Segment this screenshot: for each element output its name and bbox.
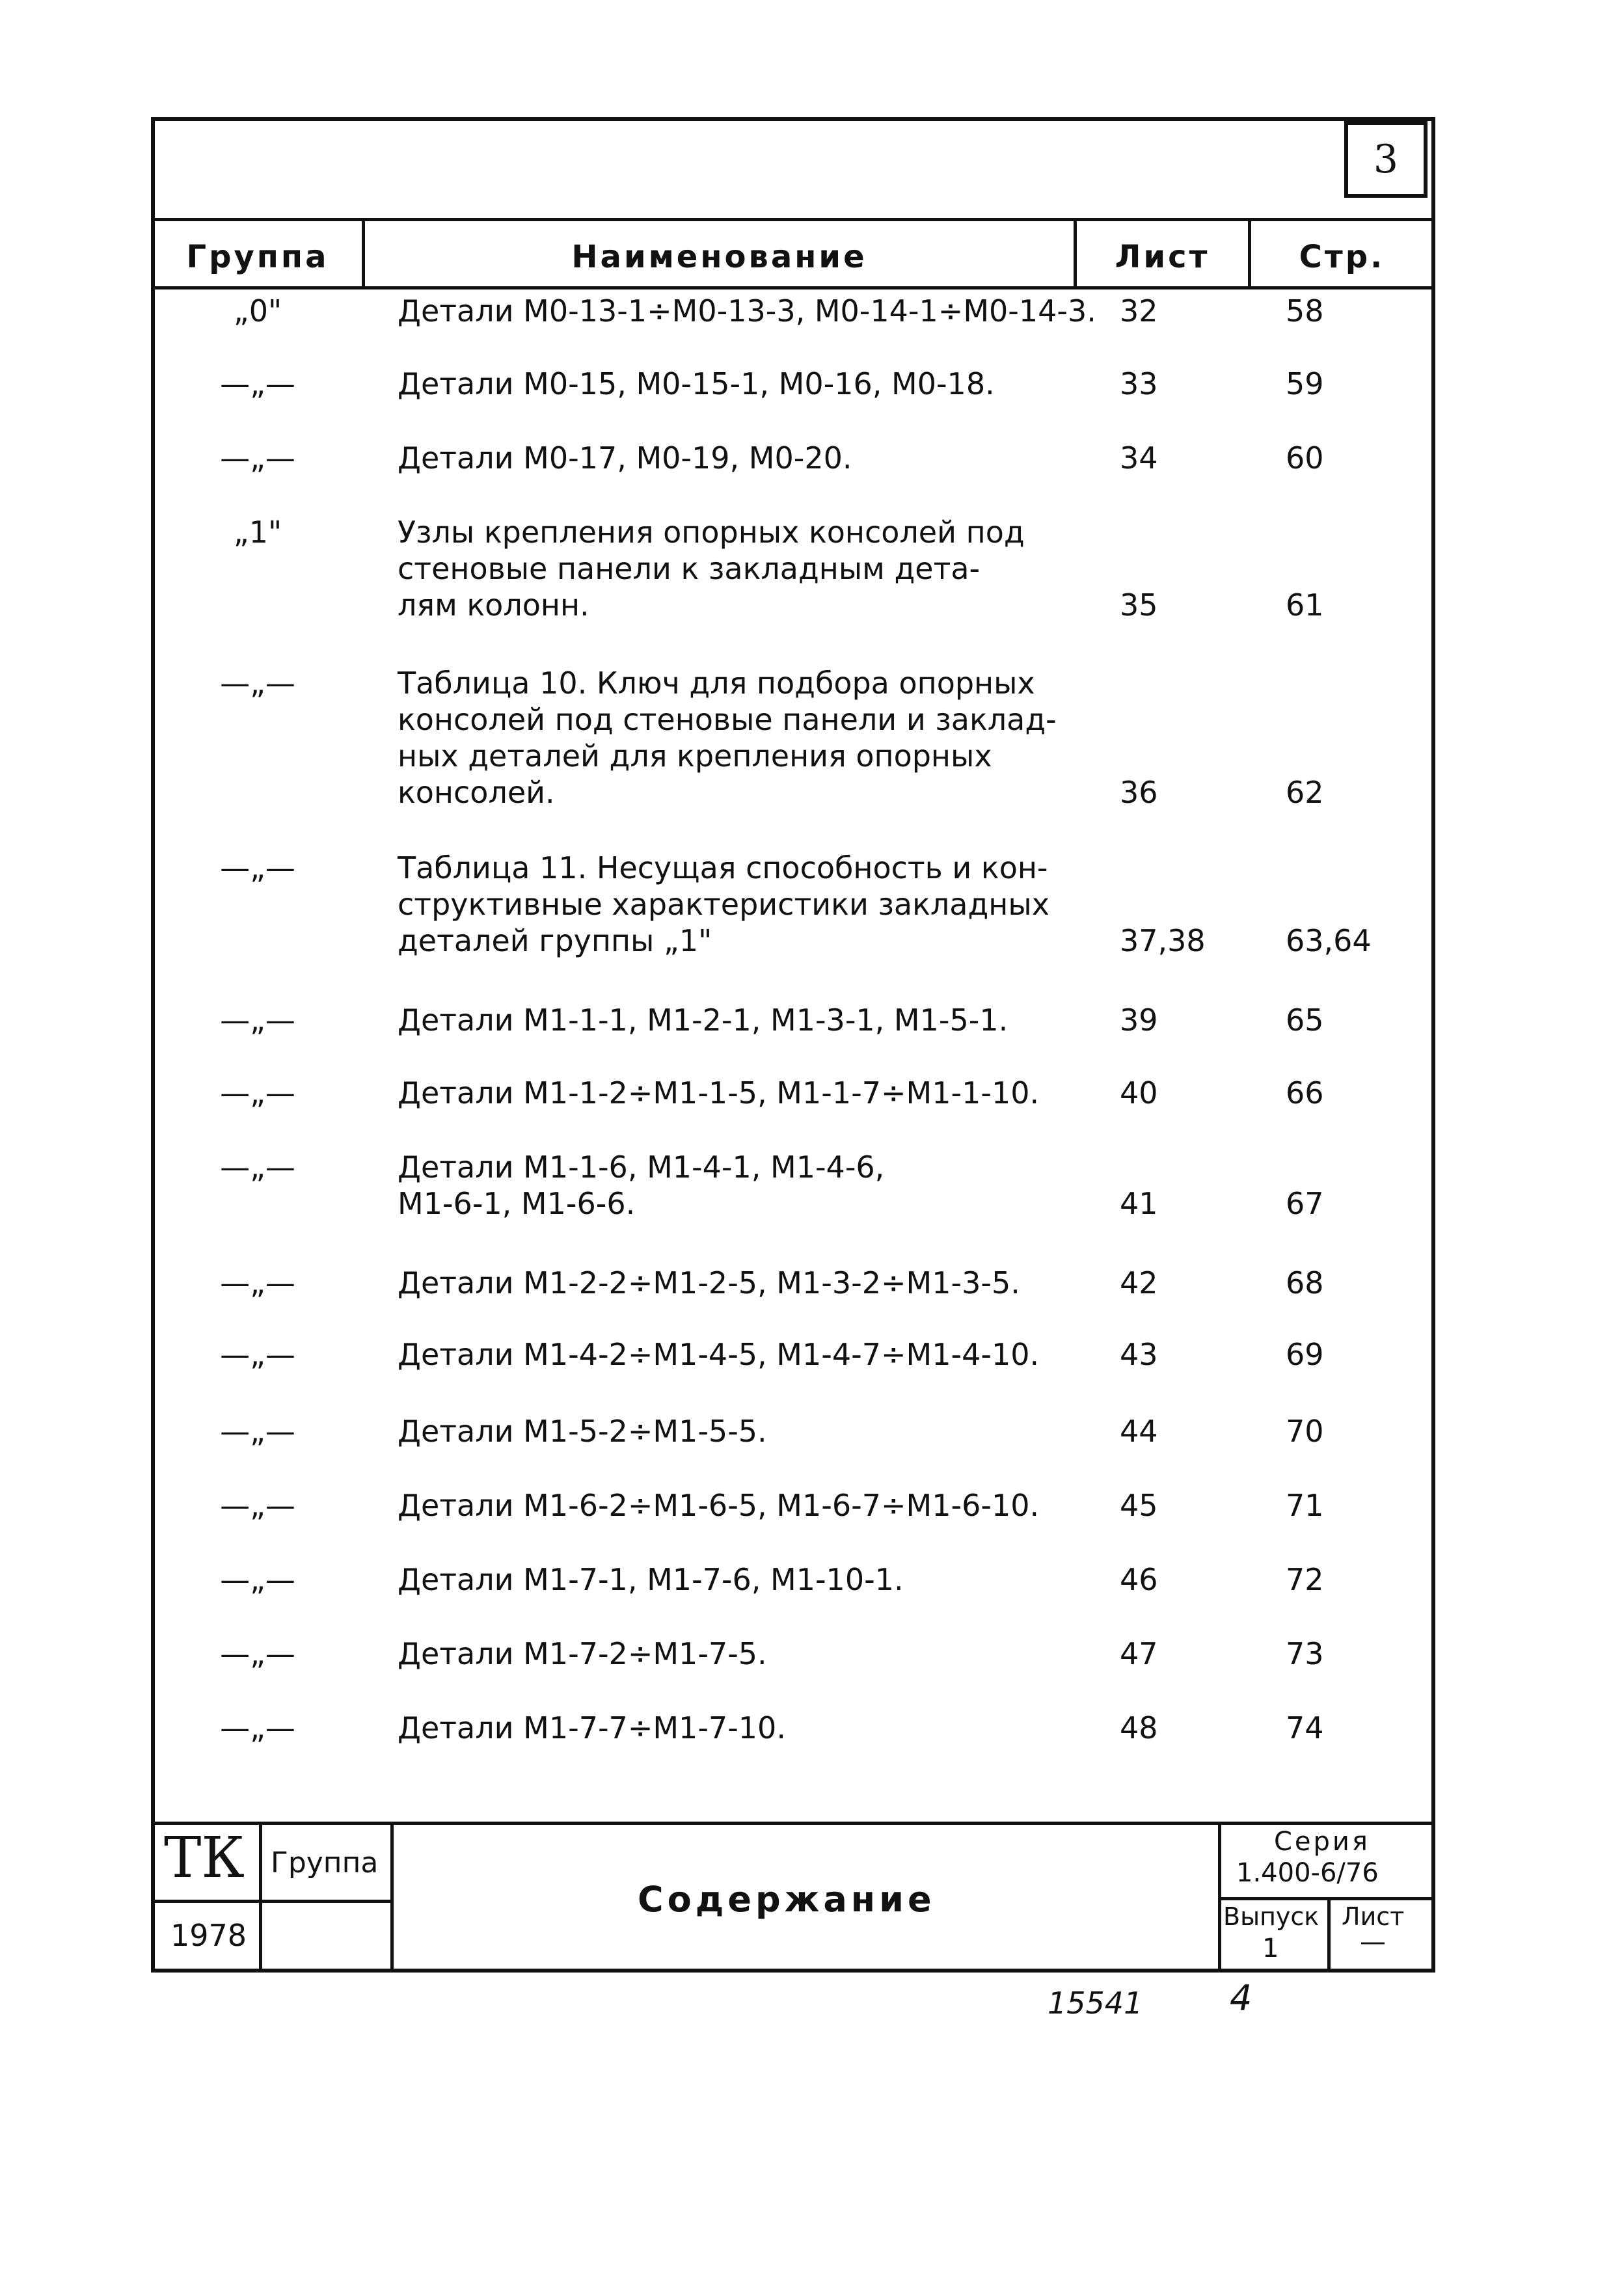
row-group: —„— bbox=[220, 1414, 295, 1449]
row-sheet: 34 bbox=[1120, 440, 1158, 476]
row-page: 66 bbox=[1286, 1075, 1324, 1111]
row-page: 72 bbox=[1286, 1562, 1324, 1597]
row-page: 69 bbox=[1286, 1337, 1324, 1372]
row-group: „0" bbox=[233, 293, 282, 329]
row-group: —„— bbox=[220, 666, 295, 701]
page-number-box bbox=[1344, 121, 1428, 198]
row-name: Детали М1-7-7÷М1-7-10. bbox=[398, 1710, 786, 1745]
row-sheet: 42 bbox=[1120, 1265, 1158, 1300]
header-sheet: Лист bbox=[1115, 239, 1210, 275]
page-number: 3 bbox=[1373, 137, 1399, 182]
tb-div-1 bbox=[259, 1822, 262, 1973]
issue-label: Выпуск bbox=[1223, 1902, 1320, 1931]
row-name: Детали М1-2-2÷М1-2-5, М1-3-2÷М1-3-5. bbox=[398, 1265, 1020, 1300]
sheet-value: — bbox=[1360, 1927, 1386, 1957]
header-page: Стр. bbox=[1299, 239, 1385, 275]
row-name: Детали М0-17, М0-19, М0-20. bbox=[398, 440, 852, 476]
row-group: —„— bbox=[220, 1636, 295, 1671]
row-sheet: 37,38 bbox=[1120, 923, 1206, 958]
row-page: 62 bbox=[1286, 775, 1324, 810]
row-name: Детали М1-7-2÷М1-7-5. bbox=[398, 1636, 767, 1671]
page-mark: 4 bbox=[1230, 1978, 1252, 2019]
row-sheet: 36 bbox=[1120, 775, 1158, 810]
row-sheet: 41 bbox=[1120, 1186, 1158, 1221]
tb-div-3 bbox=[1218, 1822, 1221, 1973]
row-name: Таблица 10. Ключ для подбора опорных консолей под стеновые панели и заклад- ных деталей для крепления опорных консолей. bbox=[398, 666, 1057, 810]
row-sheet: 32 bbox=[1120, 293, 1158, 329]
row-page: 58 bbox=[1286, 293, 1324, 329]
series-label: Серия bbox=[1274, 1827, 1370, 1857]
row-name: Детали М1-5-2÷М1-5-5. bbox=[398, 1414, 767, 1449]
header-name: Наименование bbox=[571, 239, 867, 275]
title-block-left-mid-line bbox=[151, 1900, 392, 1903]
row-page: 68 bbox=[1286, 1265, 1324, 1300]
row-sheet: 39 bbox=[1120, 1003, 1158, 1038]
row-group: —„— bbox=[220, 1003, 295, 1038]
tb-div-2 bbox=[390, 1822, 394, 1973]
row-group: —„— bbox=[220, 1075, 295, 1111]
row-name: Детали М1-1-1, М1-2-1, М1-3-1, М1-5-1. bbox=[398, 1003, 1008, 1038]
tb-div-4 bbox=[1327, 1897, 1331, 1973]
row-page: 65 bbox=[1286, 1003, 1324, 1038]
header-top-line bbox=[151, 218, 1435, 221]
row-sheet: 48 bbox=[1120, 1710, 1158, 1745]
row-group: —„— bbox=[220, 1710, 295, 1745]
row-page: 59 bbox=[1286, 366, 1324, 401]
row-sheet: 47 bbox=[1120, 1636, 1158, 1671]
row-page: 60 bbox=[1286, 440, 1324, 476]
row-name: Детали М1-4-2÷М1-4-5, М1-4-7÷М1-4-10. bbox=[398, 1337, 1040, 1372]
row-page: 61 bbox=[1286, 587, 1324, 623]
group-label: Группа bbox=[271, 1846, 379, 1879]
issue-value: 1 bbox=[1262, 1933, 1279, 1963]
row-group: —„— bbox=[220, 1337, 295, 1372]
row-group: —„— bbox=[220, 1150, 295, 1185]
year: 1978 bbox=[170, 1918, 247, 1953]
row-name: Узлы крепления опорных консолей под стеновые панели к закладным дета- лям колонн. bbox=[398, 515, 1025, 623]
inventory-number: 15541 bbox=[1048, 1986, 1143, 2021]
row-group: —„— bbox=[220, 1562, 295, 1597]
row-group: „1" bbox=[233, 515, 282, 550]
row-sheet: 46 bbox=[1120, 1562, 1158, 1597]
row-name: Детали М1-6-2÷М1-6-5, М1-6-7÷М1-6-10. bbox=[398, 1488, 1040, 1523]
series-value: 1.400-6/76 bbox=[1236, 1858, 1379, 1888]
row-page: 67 bbox=[1286, 1186, 1324, 1221]
row-group: —„— bbox=[220, 1265, 295, 1300]
document-title: Содержание bbox=[638, 1879, 936, 1920]
row-page: 73 bbox=[1286, 1636, 1324, 1671]
row-group: —„— bbox=[220, 850, 295, 885]
row-page: 63,64 bbox=[1286, 923, 1372, 958]
row-sheet: 44 bbox=[1120, 1414, 1158, 1449]
row-page: 71 bbox=[1286, 1488, 1324, 1523]
row-group: —„— bbox=[220, 366, 295, 401]
row-group: —„— bbox=[220, 1488, 295, 1523]
header-group: Группа bbox=[186, 239, 329, 275]
sheet-label: Лист bbox=[1342, 1902, 1405, 1931]
title-block-right-mid-line bbox=[1218, 1897, 1435, 1900]
row-name: Детали М0-15, М0-15-1, М0-16, М0-18. bbox=[398, 366, 995, 401]
row-name: Детали М0-13-1÷М0-13-3, М0-14-1÷М0-14-3. bbox=[398, 293, 1096, 329]
row-name: Таблица 11. Несущая способность и кон- структивные характеристики закладных деталей группы „1" bbox=[398, 850, 1049, 958]
row-sheet: 40 bbox=[1120, 1075, 1158, 1111]
row-sheet: 35 bbox=[1120, 587, 1158, 623]
header-bottom-line bbox=[151, 286, 1435, 290]
org-mark: ТК bbox=[164, 1825, 245, 1891]
row-sheet: 43 bbox=[1120, 1337, 1158, 1372]
row-page: 70 bbox=[1286, 1414, 1324, 1449]
row-name: Детали М1-7-1, М1-7-6, М1-10-1. bbox=[398, 1562, 904, 1597]
row-group: —„— bbox=[220, 440, 295, 476]
title-block-top-line bbox=[151, 1822, 1435, 1825]
row-name: Детали М1-1-6, М1-4-1, М1-4-6, М1-6-1, М1-6-6. bbox=[398, 1150, 885, 1221]
row-name: Детали М1-1-2÷М1-1-5, М1-1-7÷М1-1-10. bbox=[398, 1075, 1040, 1111]
row-sheet: 45 bbox=[1120, 1488, 1158, 1523]
row-sheet: 33 bbox=[1120, 366, 1158, 401]
row-page: 74 bbox=[1286, 1710, 1324, 1745]
